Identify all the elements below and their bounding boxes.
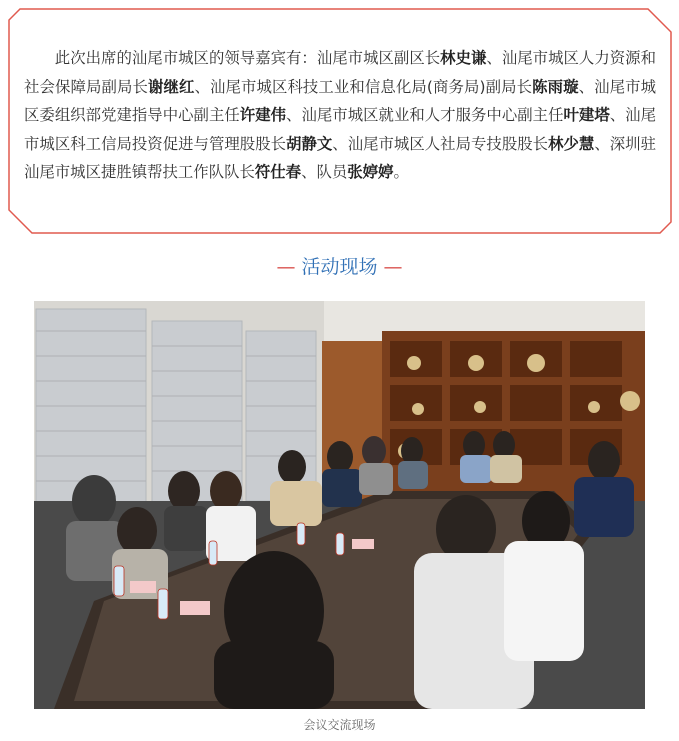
meeting-photo bbox=[34, 301, 645, 709]
intro-text-segment: 、汕尾市城区科技工业和信息化局(商务局)副局长 bbox=[194, 77, 533, 96]
section-heading bbox=[0, 252, 679, 282]
guest-name: 谢继红 bbox=[147, 77, 195, 96]
meeting-photo-image bbox=[34, 301, 645, 709]
intro-text-segment: 、汕尾市城区人社局专技股股长 bbox=[332, 134, 549, 153]
heading-title: 活动现场 bbox=[301, 256, 378, 278]
intro-text-segment: 、汕尾市城区科工信局投资促进与管理股股长 bbox=[24, 106, 656, 153]
guest-name: 许建伟 bbox=[239, 106, 287, 124]
guest-name: 张婷婷 bbox=[347, 163, 394, 181]
guest-name: 叶建塔 bbox=[563, 106, 610, 124]
guest-name: 陈雨璇 bbox=[532, 77, 579, 96]
intro-text-segment: 、汕尾市城区人力资源和社会保障局副局长 bbox=[24, 49, 656, 96]
heading-right-dash: — bbox=[383, 256, 403, 278]
guest-name: 符仕春 bbox=[254, 163, 302, 181]
guest-name: 林少慧 bbox=[548, 134, 595, 153]
photo-caption: 会议交流现场 bbox=[303, 718, 376, 732]
intro-text-segment: 、汕尾市城区就业和人才服务中心副主任 bbox=[286, 106, 564, 124]
intro-paragraph bbox=[24, 44, 656, 187]
intro-text-segment: 、深圳驻汕尾市城区捷胜镇帮扶工作队队长 bbox=[24, 134, 656, 181]
intro-text-segment: 、汕尾市城区委组织部党建指导中心副主任 bbox=[24, 77, 656, 124]
intro-box bbox=[8, 8, 672, 234]
heading-left-dash: — bbox=[276, 256, 296, 278]
intro-text-segment: 。 bbox=[393, 163, 409, 181]
guest-name: 胡静文 bbox=[286, 134, 333, 153]
guest-name: 林史谦 bbox=[440, 49, 487, 67]
intro-text-segment: 、队员 bbox=[301, 163, 348, 181]
intro-text-segment: 此次出席的汕尾市城区的领导嘉宾有：汕尾市城区副区长 bbox=[54, 49, 441, 67]
